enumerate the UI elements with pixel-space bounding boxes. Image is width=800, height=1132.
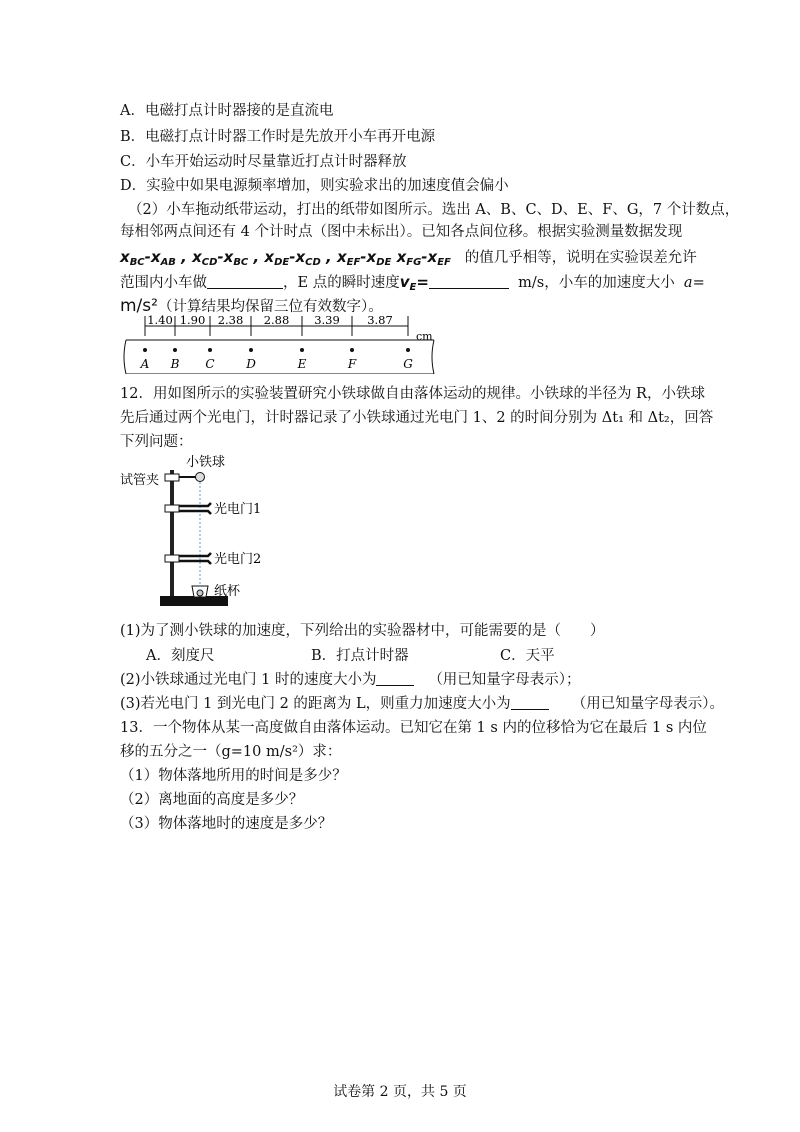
diffs-text: 的值几乎相等，说明在实验误差允许 [464, 250, 697, 266]
tape-dot [173, 348, 177, 352]
q11-part2-line4 [120, 272, 705, 298]
q11-part2-line1: （2）小车拖动纸带运动，打出的纸带如图所示。选出 A、B、C、D、E、F、G，7 个计数点， [128, 202, 740, 218]
point-label: B [170, 357, 180, 371]
segment-length-label: 3.87 [367, 313, 393, 327]
tape-dot [208, 348, 212, 352]
label-gate1: 光电门1 [214, 502, 262, 517]
text-fragment: ，E 点的瞬时速度 [283, 275, 400, 291]
text-fragment: m/s，小车的加速度大小 [518, 275, 675, 291]
ve-symbol: $v_E=$ [399, 273, 429, 293]
point-label: D [246, 357, 256, 371]
q11-option-c: C．小车开始运动时尽量靠近打点计时器释放 [120, 154, 407, 170]
point-label: G [403, 357, 413, 371]
q11-part2-line3 [120, 247, 697, 273]
point-label: A [140, 357, 150, 371]
velocity-blank[interactable] [429, 274, 509, 289]
q13-line2: 移的五分之一（g=10 m/s²）求： [120, 744, 342, 760]
tape-body [124, 340, 434, 374]
segment-length-label: 1.90 [179, 313, 206, 327]
apparatus-figure [118, 452, 288, 614]
q11-part2-line2: 每相邻两点间还有 4 个计时点（图中未标出）。已知各点间位移。根据实验测量数据发现 [120, 224, 683, 240]
q12-line1: 12．用如图所示的实验装置研究小铁球做自由落体运动的规律。小铁球的半径为 R，小铁球 [120, 386, 705, 402]
q13-line1: 13．一个物体从某一高度做自由落体运动。已知它在第 1 s 内的位移恰为它在最后 1 s 内位 [120, 720, 707, 736]
q13-sub2: （2）离地面的高度是多少？ [120, 792, 304, 808]
tape-dot [350, 348, 354, 352]
tape-dot [143, 348, 147, 352]
diff-expressions: $x_{BC}-x_{AB}$ , $x_{CD}-x_{BC}$ , $x_{DE}-x_{CD}$ , $x_{EF}-x_{DE}$ $x_{FG}-x_{EF}$ [120, 248, 451, 268]
motion-blank[interactable] [207, 274, 283, 289]
text-fragment: （用已知量字母表示）。 [571, 696, 724, 712]
q11-option-b: B．电磁打点计时器工作时是先放开小车再开电源 [120, 129, 436, 145]
unit-text: m/s² [120, 296, 158, 316]
iron-ball [196, 473, 205, 482]
label-gate2: 光电门2 [214, 552, 262, 567]
gate1-clamp [165, 505, 179, 512]
point-label: C [205, 357, 215, 371]
q13-sub3: （3）物体落地时的速度是多少？ [120, 816, 333, 832]
q11-option-d: D．实验中如果电源频率增加，则实验求出的加速度值会偏小 [120, 178, 509, 194]
q12-line3: 下列问题： [120, 434, 193, 450]
point-label: F [347, 357, 357, 371]
cup-ball [197, 590, 203, 596]
q12-option-c: C．天平 [500, 648, 555, 664]
label-clamp: 试管夹 [120, 473, 160, 488]
gate2-clamp [165, 555, 179, 562]
q12-line2: 先后通过两个光电门，计时器记录了小铁球通过光电门 1、2 的时间分别为 Δt₁ 和 Δt₂，回答 [120, 410, 714, 426]
photogate-2 [179, 553, 211, 564]
tape-dot [249, 348, 253, 352]
segment-length-label: 2.88 [263, 313, 290, 327]
unit-label: cm [416, 330, 433, 343]
tape-dot [406, 348, 410, 352]
q12-sub1: (1)为了测小铁球的加速度，下列给出的实验器材中，可能需要的是（ ） [120, 623, 605, 639]
q12-option-a: A．刻度尺 [146, 648, 215, 664]
gravity-blank[interactable] [511, 695, 549, 710]
q11-option-a: A．电磁打点计时器接的是直流电 [120, 103, 334, 119]
q12-sub2 [120, 670, 581, 690]
label-cup: 纸杯 [214, 584, 241, 599]
segment-length-label: 3.39 [314, 313, 340, 327]
point-label: E [297, 357, 307, 371]
text-fragment: (3)若光电门 1 到光电门 2 的距离为 L，则重力加速度大小为 [120, 696, 511, 712]
segment-length-label: 2.38 [217, 313, 244, 327]
text-fragment: 范围内小车做 [120, 275, 207, 291]
q12-option-b: B．打点计时器 [311, 648, 409, 664]
photogate-1 [179, 503, 211, 514]
tape-dimension-group [145, 313, 433, 343]
text-fragment: (2)小铁球通过光电门 1 时的速度大小为 [120, 672, 377, 688]
segment-length-label: 1.40 [147, 313, 173, 327]
page-footer: 试卷第 2 页，共 5 页 [333, 1084, 467, 1100]
q12-sub3 [120, 694, 724, 714]
text-fragment: （用已知量字母表示）； [428, 672, 581, 688]
q13-sub1: （1）物体落地所用的时间是多少？ [120, 768, 347, 784]
speed-blank[interactable] [376, 671, 414, 686]
paper-tape-figure [118, 312, 438, 374]
label-ball: 小铁球 [186, 455, 226, 470]
a-symbol: a= [683, 275, 705, 291]
tube-clamp [165, 474, 179, 481]
text-fragment: （计算结果均保留三位有效数字）。 [157, 299, 383, 315]
tape-dot [300, 348, 304, 352]
stand-pole [170, 470, 174, 598]
